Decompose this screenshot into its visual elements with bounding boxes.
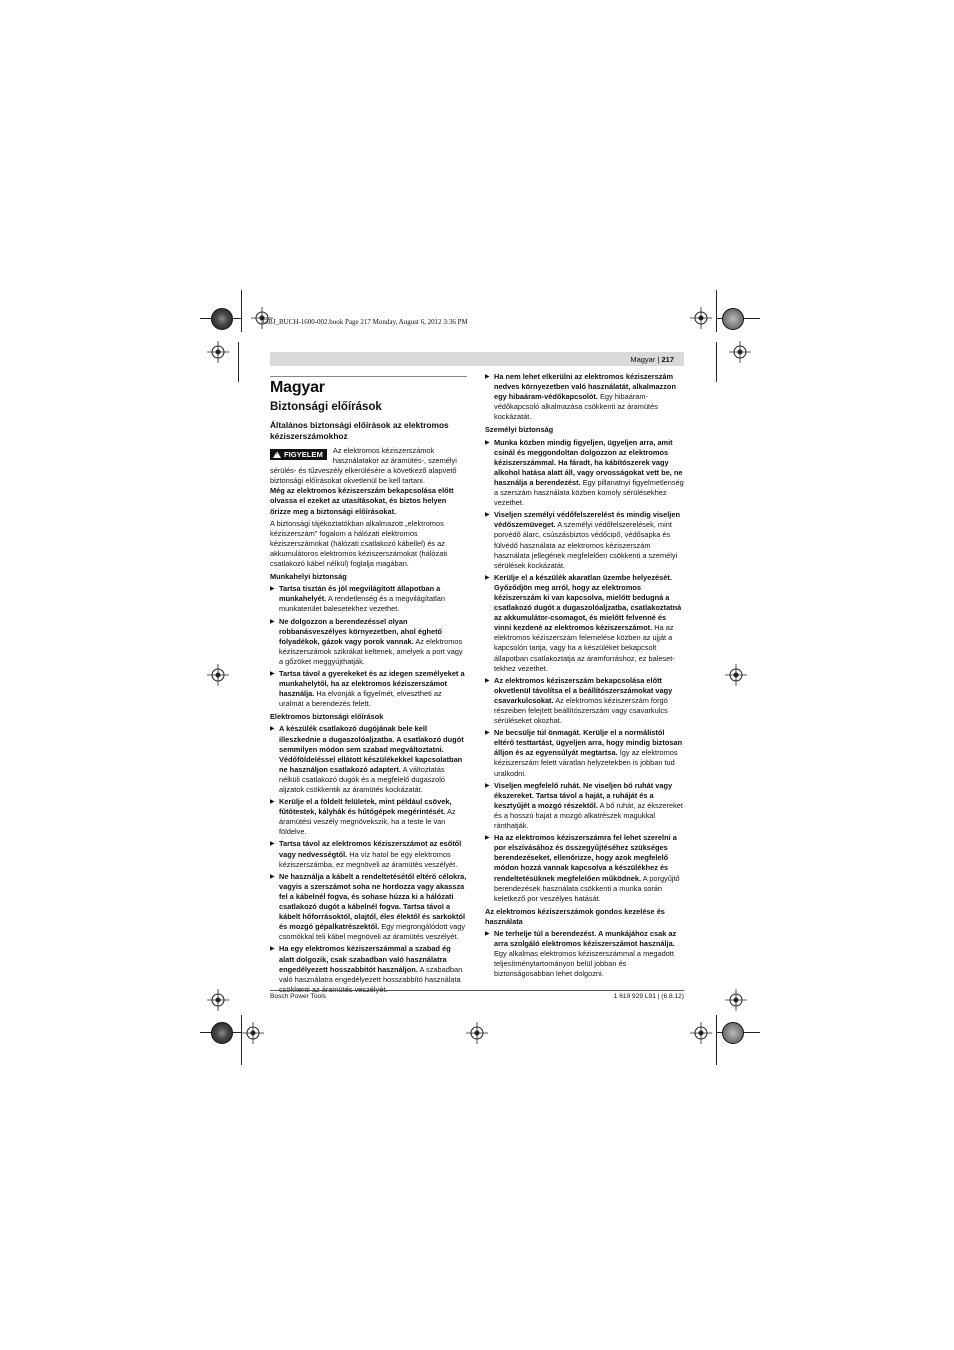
registration-mark-icon: [725, 664, 747, 686]
bullet-list: [270, 584, 467, 709]
page-header: Magyar | 217: [630, 355, 674, 364]
list-item-text: Ha az elektromos kéziszerszám felemelése közben az ujját a kapcsolón tartja, vagy ha a készüléket bekapcsolt állapotban csatlakoztatja az áramforráshoz, ez baleset-tekhez vezethet.: [494, 623, 675, 673]
list-item-bold: Tartsa távol a gyerekeket és az idegen személyeket a munkahelytől, ha az elektromos kéziszerszámot használja.: [279, 668, 465, 699]
bullet-arrow-icon: ▶: [270, 946, 275, 953]
header-language: Magyar: [630, 355, 656, 364]
list-item-text: Egy alkalmas elektromos kéziszerszámmal a megadott teljesítménytartományon belül jobban és biztonságosabban lehet dolgozni.: [494, 949, 674, 979]
section-title: Biztonsági előírások: [270, 401, 382, 413]
list-item-text: Az elektromos kéziszerszám forgó részeiben felejtett beállítószerszám vagy csavarkulcs sérüléseket okozhat.: [494, 695, 668, 726]
list-item-text: A porgyűjtő berendezések használata csökkenti a munka során keletkező por veszélyes hatását.: [494, 873, 680, 903]
title-divider: [270, 376, 467, 377]
list-item-bold: Viseljen megfelelő ruhát. Ne viseljen bő ruhát vagy ékszereket. Tartsa távol a haját, a ruháját és a kesztyűjét a mozgó részektől.: [494, 780, 673, 810]
list-item-text: A szabadban való használatra engedélyezett hosszabbító használata: [279, 964, 463, 984]
list-item: [270, 797, 467, 837]
bullet-list: [485, 438, 684, 904]
list-item-text: Az elektromos kéziszerszámok szikrákat keltenek, amelyek a port vagy a gőzöket meggyújthatják.: [279, 636, 463, 666]
bullet-arrow-icon: ▶: [485, 930, 490, 937]
list-item-text: Így az elektromos kéziszerszám felett váratlan helyzetekben is jobban tud uralkodni.: [494, 748, 678, 778]
list-item-bold: Tartsa tisztán és jól megvilágított állapotban a munkahelyét.: [279, 584, 441, 604]
left-sections: [270, 572, 467, 995]
crop-mark: [238, 342, 239, 382]
list-item-bold: Kerülje el a készülék akaratlan üzembe helyezését. Győződjön meg arról, hogy az elektromos kéziszerszám ki van kapcsolva, mielőtt bedugná a csatlakozó dugót a dugaszolóaljzatba, csatlakoztatná az akkumulátor-csomagot, és mielőtt felvenné és vinni kezdené az elektromos kéziszerszámot.: [494, 572, 682, 633]
warning-badge-label: FIGYELEM: [284, 450, 323, 459]
list-item-bold: Ne dolgozzon a berendezéssel olyan robbanásveszélyes környezetben, ahol éghető folyadékok, gázok vagy porok vannak.: [279, 616, 443, 646]
warning-block: [270, 446, 467, 486]
list-item-text: A bő ruhát, az ékszereket és a hosszú hajat a mozgó alkatrészek magukkal ránthatják.: [494, 800, 683, 831]
list-item-bold: Ha egy elektromos kéziszerszámmal a szabad ég alatt dolgozik, csak szabadban való használatra engedélyezett hosszabbítót használjon.: [279, 944, 451, 974]
bullet-arrow-icon: ▶: [485, 835, 490, 842]
footer-code: 1 619 929 L91 | (6.8.12): [613, 993, 684, 1000]
list-item: [485, 372, 684, 422]
bullet-arrow-icon: ▶: [485, 677, 490, 684]
list-item: [485, 438, 684, 509]
list-item: [270, 669, 467, 709]
bullet-arrow-icon: ▶: [485, 439, 490, 446]
list-item-text: Egy megrongálódott vagy csomókkal teli kábel megnöveli az áramütés veszélyét.: [279, 922, 466, 942]
subsection-title: Általános biztonsági előírások az elektromos kéziszerszámokhoz: [270, 420, 449, 441]
page-header-bar: [270, 352, 684, 366]
section-heading: Az elektromos kéziszerszámok gondos kezelése és használata: [485, 906, 665, 926]
color-target-icon: [722, 308, 744, 330]
registration-mark-icon: [207, 989, 229, 1011]
list-item: [485, 676, 684, 726]
list-item-text: A rendetlenség és a megvilágítatlan munkaterület balesetekhez vezethet.: [279, 594, 445, 614]
section-heading: Munkahelyi biztonság: [270, 572, 347, 582]
registration-mark-icon: [207, 341, 229, 363]
list-item-bold: Viseljen személyi védőfelszerelést és mindig viseljen védőszemüveget.: [494, 510, 680, 530]
list-item: [270, 584, 467, 614]
crop-mark: [716, 290, 717, 332]
list-item-bold: Ne becsülje túl önmagát. Kerülje el a normálistól eltérő testtartást, ügyeljen arra, hogy mindig biztosan álljon és az egyensúlyát megtartsa.: [494, 728, 683, 758]
bullet-arrow-icon: ▶: [270, 873, 275, 880]
right-column: [485, 372, 684, 982]
left-column: [270, 378, 467, 998]
bullet-list: [270, 724, 467, 994]
registration-mark-icon: [725, 989, 747, 1011]
bullet-arrow-icon: ▶: [485, 374, 490, 380]
list-item-bold: Ne használja a kábelt a rendeltetésétől eltérő célokra, vagyis a szerszámot soha ne hordozza vagy akassza fel a kábelnél fogva, és sohase húzza ki a hálózati csatlakozó dugót a kábelnél fogva. Tartsa távol a kábelt hőforrásoktól, olajtól, éles élektől és sarkoktól és mozgó gépalkatrészektől.: [279, 871, 467, 932]
bullet-arrow-icon: ▶: [270, 618, 275, 625]
list-item: [270, 724, 467, 795]
list-item-bold: Az elektromos kéziszerszám bekapcsolása előtt okvetlenül távolítsa el a beállítószerszámokat vagy csavarkulcsokat.: [494, 675, 673, 705]
crop-mark: [716, 342, 717, 382]
list-item-text: A személyi védőfelszerelések, mint porvédő álarc, csúszásbiztos védőcipő, védősapka és fülvédő használata az elektromos kéziszerszám használata jellegének megfelelően csökkenti a személyi sérülések kockázatát.: [494, 520, 678, 570]
bullet-arrow-icon: ▶: [270, 670, 275, 677]
section-heading: Személyi biztonság: [485, 425, 554, 435]
crop-mark: [241, 290, 242, 332]
registration-mark-icon: [690, 307, 712, 329]
list-item-bold: Ha az elektromos kéziszerszámra fel lehet szerelni a por elszívásához és összegyűjtéséhez szükséges berendezéseket, ellenőrizze, hogy azok megfelelő módon hozzá vannak kapcsolva a készülékhez és rendeltetésüknek megfelelően működnek.: [494, 833, 677, 883]
bullet-arrow-icon: ▶: [270, 799, 275, 806]
registration-mark-icon: [242, 1022, 264, 1044]
list-item-bold: Munka közben mindig figyeljen, ügyeljen arra, amit csinál és meggondoltan dolgozzon az elektromos kéziszerszámmal. Ha fáradt, ha kábítószerek vagy alkohol hatása alatt áll, vagy orvosságokat vett be, ne használja a berendezést.: [494, 437, 683, 487]
list-item-text: Ha víz hatol be egy elektromos kéziszerszámba, ez megnöveli az áramütés veszélyét.: [279, 849, 458, 869]
list-item-text: Az áramütési veszély megnövekszik, ha a teste le van földelve.: [279, 807, 456, 837]
right-top-list: [485, 372, 684, 422]
page-number: 217: [661, 355, 674, 364]
bullet-arrow-icon: ▶: [485, 574, 490, 581]
list-item-bold: Tartsa távol az elektromos kéziszerszámot az esőtől vagy nedvességtől.: [279, 839, 462, 859]
color-target-icon: [211, 308, 233, 330]
list-item: [485, 510, 684, 571]
warning-triangle-icon: [273, 451, 281, 458]
list-item: [485, 781, 684, 831]
list-item-text: Ha elvonják a figyelmét, elvesztheti az uralmát a berendezés felett.: [279, 689, 442, 709]
bullet-arrow-icon: ▶: [485, 730, 490, 737]
list-item: [485, 728, 684, 778]
crop-mark: [716, 1015, 717, 1065]
list-item: [270, 872, 467, 943]
bullet-arrow-icon: ▶: [485, 512, 490, 519]
footer-rule: [270, 990, 684, 991]
warning-badge: [270, 449, 327, 460]
right-sections: [485, 425, 684, 979]
intro-bold: Még az elektromos kéziszerszám bekapcsolása előtt olvassa el ezeket az utasításokat, és biztos helyen őrizze meg a biztonsági előírásokat.: [270, 486, 454, 516]
registration-mark-icon: [466, 1022, 488, 1044]
bullet-arrow-icon: ▶: [270, 726, 275, 733]
print-info: OBJ_BUCH-1600-002.book Page 217 Monday, August 6, 2012 3:36 PM: [263, 318, 468, 326]
list-item-text: A változtatás nélküli csatlakozó dugók és a megfelelő dugaszoló aljzatok csökkentik az áramütés kockázatát.: [279, 764, 445, 794]
list-item-bold: Ne terhelje túl a berendezést. A munkájához csak az arra szolgáló elektromos kéziszerszámot használja.: [494, 928, 677, 949]
bullet-arrow-icon: ▶: [270, 841, 275, 848]
list-item: [270, 839, 467, 869]
list-item-text: Egy hibaáram-védőkapcsoló alkalmazása csökkenti az áramütés kockázatát.: [494, 392, 658, 422]
bullet-list: [485, 929, 684, 979]
color-target-icon: [722, 1022, 744, 1044]
bullet-arrow-icon: ▶: [485, 782, 490, 789]
list-item: [485, 929, 684, 979]
warning-text: Az elektromos kéziszerszámok használatakor az áramütés-, személyi sérülés- és tűzveszély elkerülésére a következő alapvető biztonsági előírásokat okvetlenül be kell tartani.: [270, 446, 457, 486]
list-item: [485, 833, 684, 904]
intro-text: A biztonsági tájékoztatókban alkalmazott „elektromos kéziszerszám" fogalom a hálózati elektromos kéziszerszámokat (hálózati csatlakozó kábellel) és az akkumulátoros elektromos kéziszerszámokat (hálózati csatlakozó kábel nélkül) foglalja magában.: [270, 518, 448, 569]
list-item-bold: Kerülje el a földelt felületek, mint például csövek, fűtőtestek, kályhák és hűtőgépek megérintését.: [279, 797, 452, 817]
list-item-text: Egy pillanatnyi figyelmetlenség a szerszám használata közben komoly sérülésekhez vezethet.: [494, 477, 684, 508]
list-item: [485, 573, 684, 674]
color-target-icon: [211, 1022, 233, 1044]
registration-mark-icon: [690, 1022, 712, 1044]
page-title: Magyar: [270, 379, 325, 396]
list-item-bold: Ha nem lehet elkerülni az elektromos kéziszerszám nedves környezetben való használatát, alkalmazzon egy hibaáram-védőkapcsolót.: [494, 372, 676, 402]
registration-mark-icon: [207, 664, 229, 686]
registration-mark-icon: [729, 341, 751, 363]
footer-brand: Bosch Power Tools: [270, 993, 326, 1000]
bullet-arrow-icon: ▶: [270, 586, 275, 593]
list-item: [270, 617, 467, 667]
section-heading: Elektromos biztonsági előírások: [270, 712, 384, 722]
list-item: [270, 944, 467, 994]
list-item-bold: A készülék csatlakozó dugójának bele kell illeszkednie a dugaszolóaljzatba. A csatlakozó dugót semmilyen módon sem szabad megváltoztatni. Védőföldeléssel ellátott készülékekkel kapcsolatban ne használjon csatlakozó adaptert.: [279, 724, 464, 774]
